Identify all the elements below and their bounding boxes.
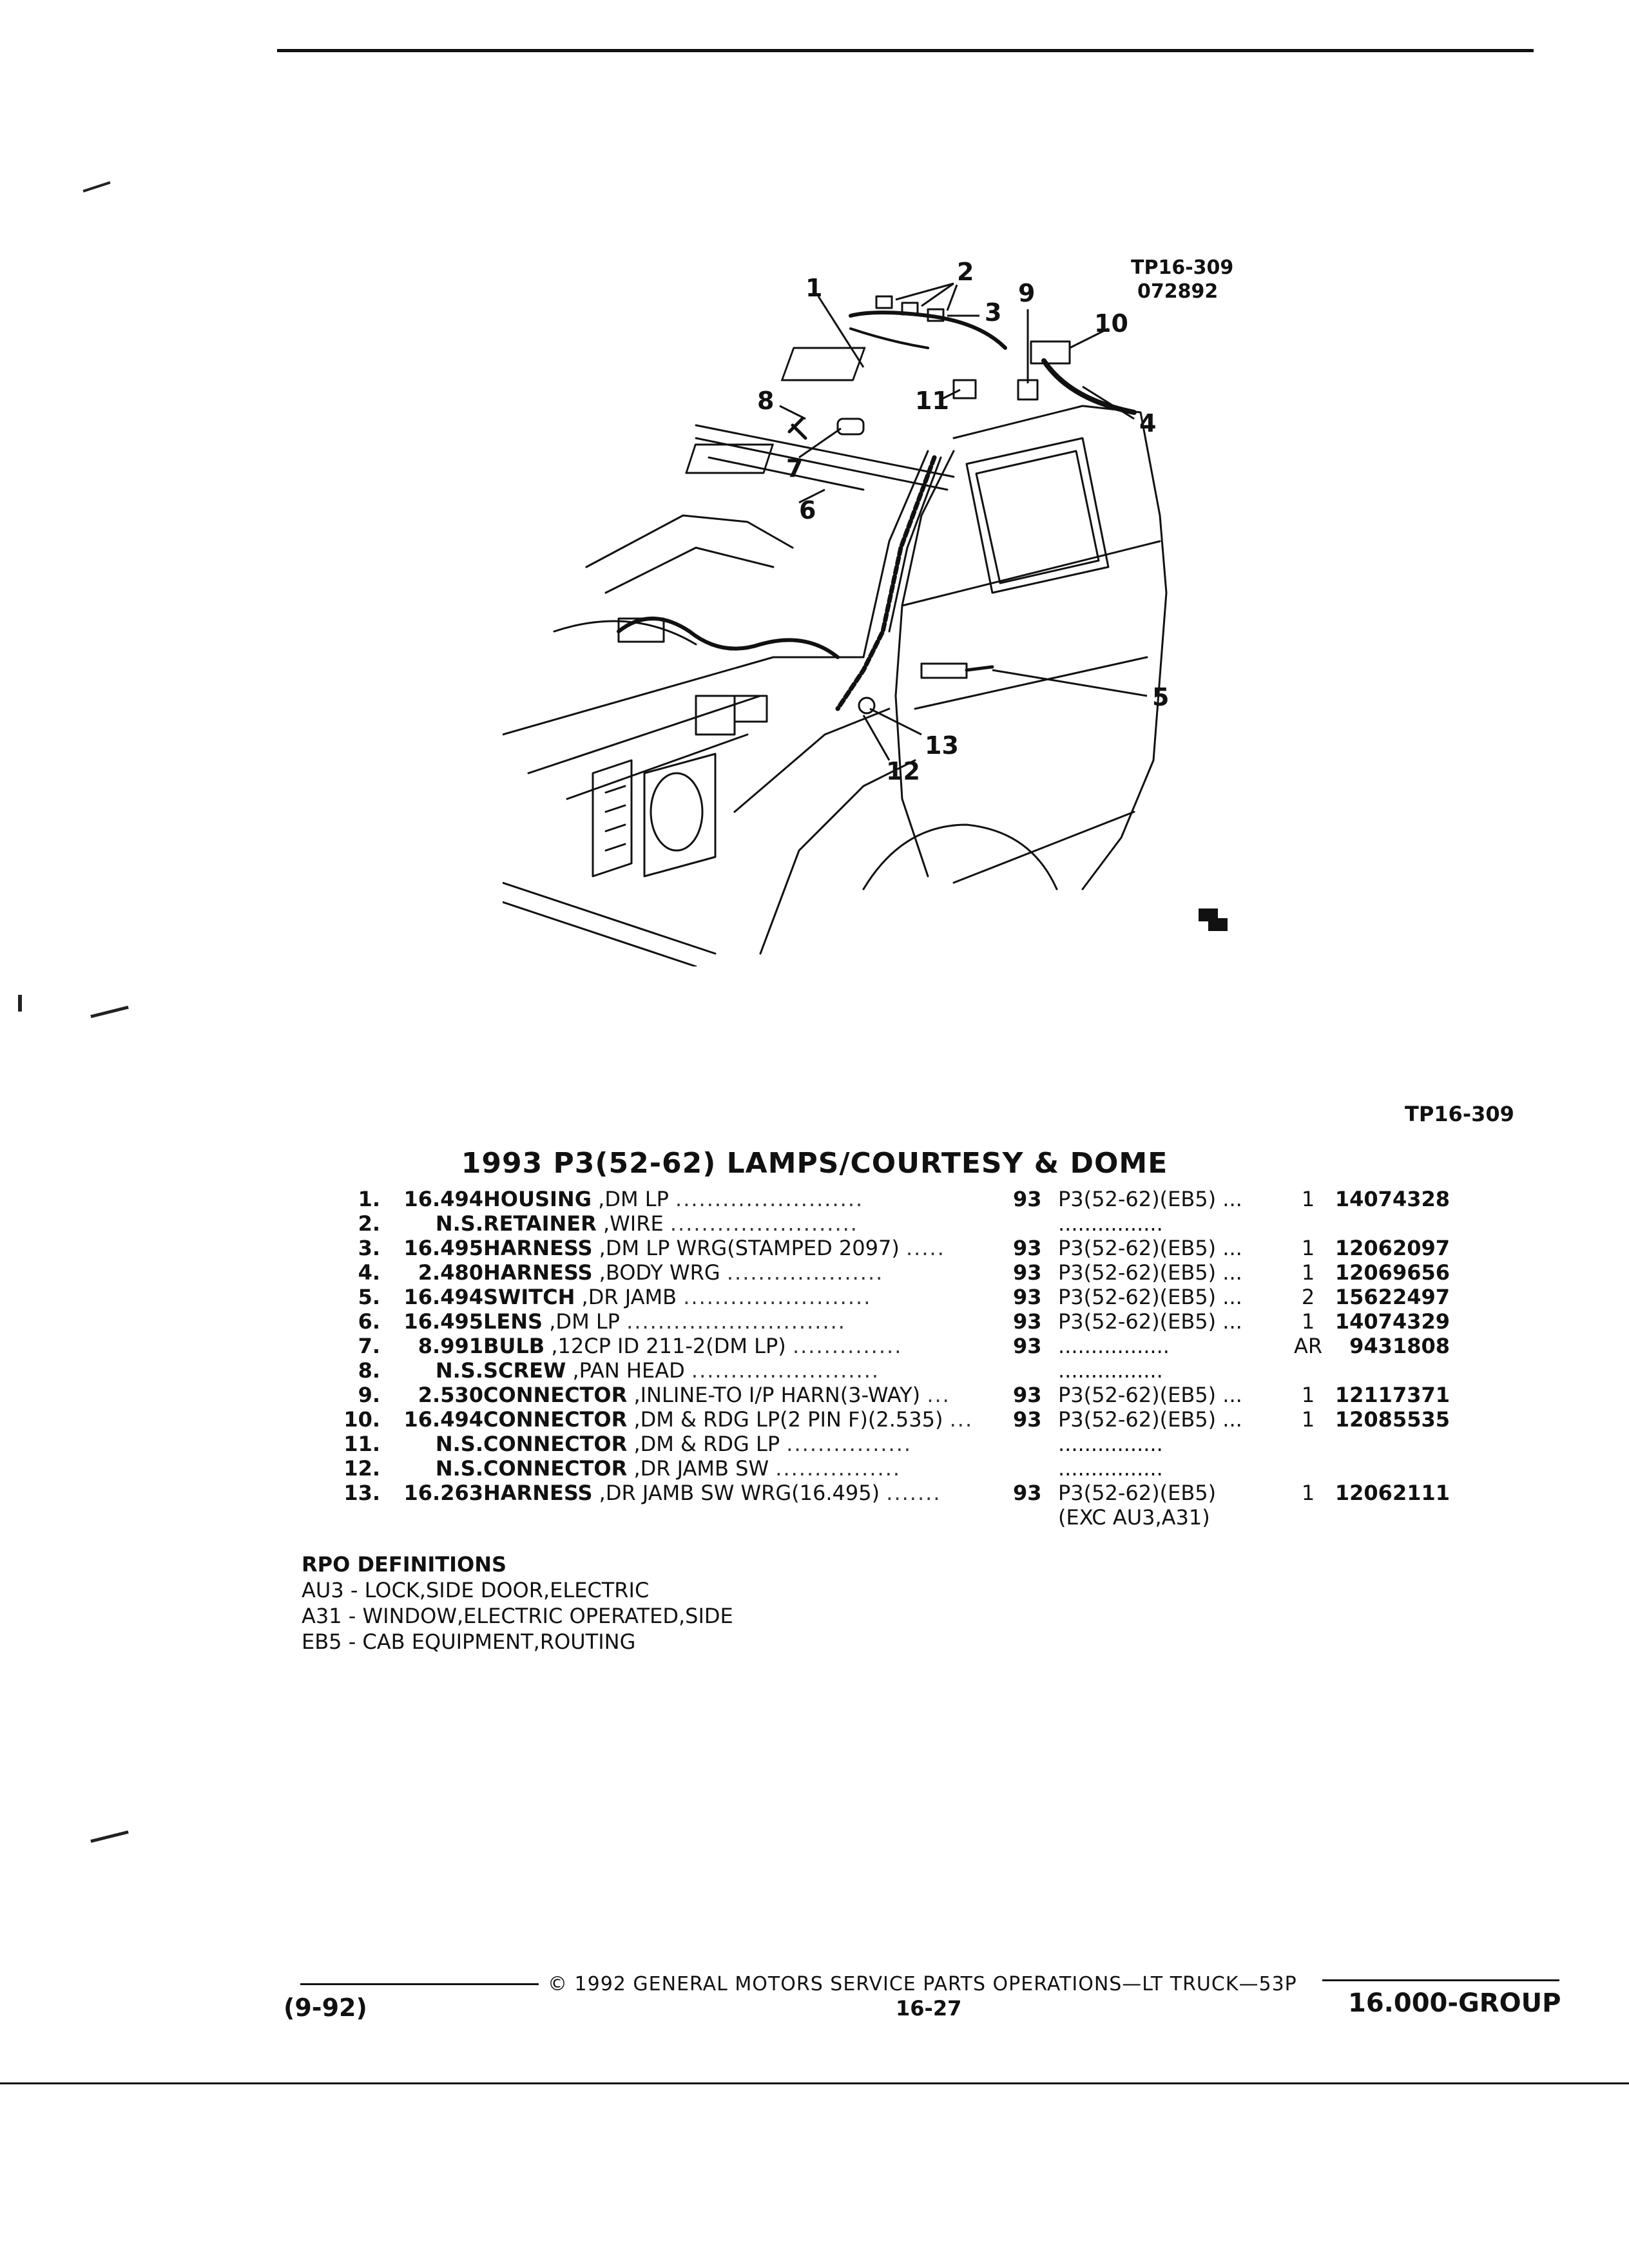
model-dots: .................	[1058, 1334, 1170, 1358]
switch-5-plunger	[967, 667, 992, 670]
model-dots: ...	[1222, 1260, 1242, 1285]
header-rule	[277, 49, 1534, 52]
group-number: 16.494	[403, 1407, 483, 1432]
year	[1013, 1211, 1058, 1236]
table-row	[335, 1211, 1450, 1236]
leader-2	[896, 284, 954, 300]
item-number: 3.	[358, 1236, 380, 1260]
model-dots: ...	[1222, 1407, 1242, 1432]
leader-dots: ..............	[792, 1334, 903, 1358]
connector-11	[954, 380, 976, 398]
leader-dots: ................	[786, 1432, 912, 1456]
part-detail: ,DM & RDG LP(2 PIN F)(2.535)	[633, 1407, 943, 1432]
model	[1058, 1456, 1289, 1481]
model-code: P3(52-62)(EB5)	[1058, 1383, 1217, 1407]
rpo-line: AU3 - LOCK,SIDE DOOR,ELECTRIC	[302, 1578, 650, 1602]
part-name: HARNESS	[483, 1236, 593, 1260]
callout-8: 8	[757, 387, 775, 415]
model-code: P3(52-62)(EB5)	[1058, 1236, 1217, 1260]
page-title: 1993 P3(52-62) LAMPS/COURTESY & DOME	[461, 1147, 1168, 1180]
year	[1013, 1358, 1058, 1383]
copyright: © 1992 GENERAL MOTORS SERVICE PARTS OPERATIONS—LT TRUCK—53P	[548, 1973, 1297, 1995]
quantity: 1	[1301, 1481, 1315, 1505]
part-name: BULB	[483, 1334, 545, 1358]
model-code: P3(52-62)(EB5)	[1058, 1309, 1217, 1334]
leader-4	[1083, 387, 1134, 419]
group-number: 2.480	[418, 1260, 483, 1285]
leader-dots: .......	[886, 1481, 941, 1505]
year	[1013, 1432, 1058, 1456]
group-number: 16.263	[403, 1481, 483, 1505]
model	[1058, 1309, 1289, 1334]
description	[483, 1432, 1013, 1456]
scan-mark	[82, 181, 110, 192]
year	[1013, 1456, 1058, 1481]
item-number: 12.	[343, 1456, 380, 1481]
model-dots: ................	[1058, 1211, 1163, 1236]
hood-line	[503, 657, 863, 735]
headlamp-bezel	[644, 754, 715, 876]
model-dots: ...	[1222, 1187, 1242, 1211]
description	[483, 1260, 1013, 1285]
ip-harness	[619, 619, 838, 657]
quantity	[1289, 1211, 1327, 1236]
leader-8	[780, 406, 805, 419]
model	[1058, 1211, 1289, 1236]
dash-curve	[606, 548, 773, 593]
model	[1058, 1432, 1289, 1456]
item-number: 9.	[358, 1383, 380, 1407]
part-number: 9431808	[1349, 1334, 1450, 1358]
part-detail: ,DR JAMB SW WRG(16.495)	[599, 1481, 880, 1505]
harness-13	[838, 457, 934, 709]
rpo-line: A31 - WINDOW,ELECTRIC OPERATED,SIDE	[302, 1604, 733, 1628]
roof-line	[696, 438, 947, 490]
table-row	[335, 1407, 1450, 1432]
quantity: 1	[1301, 1187, 1315, 1211]
a-pillar	[863, 451, 928, 657]
hood-line	[567, 735, 747, 799]
dome-housing	[782, 348, 865, 380]
year: 93	[1013, 1260, 1042, 1285]
description	[483, 1211, 1013, 1236]
plate-date: 072892	[1137, 280, 1219, 303]
door-line	[915, 657, 1147, 709]
part-name: CONNECTOR	[483, 1432, 628, 1456]
callout-9: 9	[1018, 279, 1036, 307]
part-name: CONNECTOR	[483, 1407, 628, 1432]
footer-bottom-rule	[0, 2082, 1629, 2084]
part-detail: ,DM LP WRG(STAMPED 2097)	[599, 1236, 900, 1260]
year: 93	[1013, 1481, 1042, 1505]
item-number: 1.	[358, 1187, 380, 1211]
part-detail: ,DM LP	[598, 1187, 669, 1211]
year: 93	[1013, 1383, 1042, 1407]
part-detail: ,DM & RDG LP	[633, 1432, 780, 1456]
part-detail: ,BODY WRG	[599, 1260, 720, 1285]
part-detail: ,INLINE-TO I/P HARN(3-WAY)	[633, 1383, 921, 1407]
retainer-clip	[876, 296, 892, 308]
scan-mark	[90, 1831, 128, 1843]
quantity	[1289, 1456, 1327, 1481]
harness-4	[1044, 361, 1134, 412]
quantity: 1	[1301, 1236, 1315, 1260]
model	[1058, 1383, 1289, 1407]
connector-10	[1031, 341, 1070, 363]
table-row	[335, 1334, 1450, 1358]
plate-id: TP16-309	[1131, 256, 1234, 279]
door-window-inner	[976, 451, 1099, 583]
quantity	[1289, 1358, 1327, 1383]
model-dots: ...	[1222, 1383, 1242, 1407]
leader-dots: ........................	[691, 1358, 880, 1383]
callout-12: 12	[886, 757, 920, 785]
part-number: 12069656	[1335, 1260, 1450, 1285]
description	[483, 1456, 1013, 1481]
plate-label: TP16-309	[1405, 1102, 1514, 1126]
scan-mark	[18, 995, 22, 1012]
dash-curve	[586, 515, 793, 567]
switch-5	[921, 664, 967, 678]
model	[1058, 1481, 1289, 1530]
group-number: 16.495	[403, 1309, 483, 1334]
model	[1058, 1407, 1289, 1432]
description	[483, 1407, 1013, 1432]
cab-outline	[954, 406, 1166, 889]
callout-7: 7	[786, 454, 804, 483]
leader-dots: ........................	[683, 1285, 872, 1309]
callout-11: 11	[915, 387, 949, 415]
door-line	[902, 541, 1160, 606]
bumper-line	[503, 902, 696, 966]
leader-12	[863, 715, 889, 760]
model-dots: ................	[1058, 1432, 1163, 1456]
year: 93	[1013, 1236, 1042, 1260]
scan-mark	[90, 1006, 128, 1018]
table-row	[335, 1285, 1450, 1309]
item-number: 10.	[343, 1407, 380, 1432]
leader-dots: ...	[927, 1383, 950, 1407]
quantity: AR	[1293, 1334, 1323, 1358]
model	[1058, 1236, 1289, 1260]
connector-12	[859, 698, 874, 713]
part-name: HARNESS	[483, 1481, 593, 1505]
leader-dots: ....................	[726, 1260, 884, 1285]
model-dots: ................	[1058, 1358, 1163, 1383]
roof-line	[696, 425, 954, 477]
door-line	[954, 812, 1134, 883]
item-number: 13.	[343, 1481, 380, 1505]
model	[1058, 1285, 1289, 1309]
model	[1058, 1260, 1289, 1285]
rpo-definitions	[302, 1552, 733, 1655]
group-number: N.S.	[435, 1358, 483, 1383]
year: 93	[1013, 1407, 1042, 1432]
model	[1058, 1187, 1289, 1211]
callout-4: 4	[1139, 409, 1157, 437]
model	[1058, 1334, 1289, 1358]
description	[483, 1481, 1013, 1530]
part-name: HOUSING	[483, 1187, 592, 1211]
group-number: 16.495	[403, 1236, 483, 1260]
table-row	[335, 1358, 1450, 1383]
part-detail: ,PAN HEAD	[572, 1358, 685, 1383]
bumper-line	[503, 883, 715, 954]
description	[483, 1358, 1013, 1383]
part-number: 12062097	[1335, 1236, 1450, 1260]
group-number: 8.991	[418, 1334, 483, 1358]
group-number: 16.494	[403, 1187, 483, 1211]
description	[483, 1383, 1013, 1407]
part-name: SCREW	[483, 1358, 566, 1383]
model-dots: ...	[1222, 1236, 1242, 1260]
description	[483, 1236, 1013, 1260]
description	[483, 1334, 1013, 1358]
year: 93	[1013, 1285, 1042, 1309]
rpo-line: EB5 - CAB EQUIPMENT,ROUTING	[302, 1629, 636, 1654]
item-number: 8.	[358, 1358, 380, 1383]
leader-13	[870, 709, 921, 735]
model-code: P3(52-62)(EB5)	[1058, 1481, 1217, 1505]
callout-2: 2	[957, 258, 974, 286]
callout-5: 5	[1152, 683, 1170, 711]
table-row	[335, 1260, 1450, 1285]
part-name: CONNECTOR	[483, 1383, 628, 1407]
description	[483, 1187, 1013, 1211]
quantity: 1	[1301, 1260, 1315, 1285]
part-number: 12062111	[1335, 1481, 1450, 1505]
fender-line	[735, 709, 889, 812]
bulb	[838, 419, 863, 434]
quantity: 1	[1301, 1309, 1315, 1334]
table-row	[335, 1383, 1450, 1407]
part-number	[1327, 1456, 1450, 1481]
part-detail: ,DR JAMB	[581, 1285, 677, 1309]
model-dots: ...	[1222, 1309, 1242, 1334]
table-row	[335, 1309, 1450, 1334]
model-code: P3(52-62)(EB5)	[1058, 1260, 1217, 1285]
part-number: 15622497	[1335, 1285, 1450, 1309]
quantity: 1	[1301, 1407, 1315, 1432]
description	[483, 1309, 1013, 1334]
footer-rule-right	[1322, 1979, 1559, 1981]
table-row	[335, 1481, 1450, 1530]
leader-dots: ........................	[675, 1187, 864, 1211]
quantity	[1289, 1432, 1327, 1456]
part-number	[1327, 1211, 1450, 1236]
part-detail: ,DR JAMB SW	[633, 1456, 769, 1481]
part-name: LENS	[483, 1309, 543, 1334]
leader-dots: ................	[775, 1456, 901, 1481]
part-number: 12117371	[1335, 1383, 1450, 1407]
year: 93	[1013, 1309, 1042, 1334]
footer-rule-left	[300, 1983, 539, 1985]
year: 93	[1013, 1334, 1042, 1358]
group-number: 2.530	[418, 1383, 483, 1407]
part-name: HARNESS	[483, 1260, 593, 1285]
group-number: 16.000-GROUP	[1348, 1988, 1561, 2018]
part-detail: ,12CP ID 211-2(DM LP)	[551, 1334, 786, 1358]
page-number: 16-27	[896, 1996, 962, 2021]
parts-illustration	[503, 245, 1340, 966]
leader-2c	[947, 285, 957, 311]
part-name: SWITCH	[483, 1285, 575, 1309]
leader-dots: ...	[949, 1407, 974, 1432]
group-number: N.S.	[435, 1211, 483, 1236]
logo-mark	[1199, 908, 1228, 931]
table-row	[335, 1187, 1450, 1211]
grille	[606, 786, 625, 850]
group-number: N.S.	[435, 1456, 483, 1481]
leader-dots: .....	[906, 1236, 945, 1260]
item-number: 7.	[358, 1334, 380, 1358]
model-dots: ...	[1222, 1285, 1242, 1309]
door-window	[967, 438, 1108, 593]
callout-10: 10	[1094, 309, 1128, 338]
quantity: 2	[1301, 1285, 1315, 1309]
fender-line	[760, 760, 915, 954]
parts-table	[335, 1187, 1450, 1530]
leader-2b	[921, 284, 954, 306]
callout-13: 13	[925, 731, 959, 760]
part-detail: ,DM LP	[549, 1309, 620, 1334]
item-number: 5.	[358, 1285, 380, 1309]
part-name: CONNECTOR	[483, 1456, 628, 1481]
part-number	[1327, 1432, 1450, 1456]
model-code: P3(52-62)(EB5)	[1058, 1407, 1217, 1432]
year: 93	[1013, 1187, 1042, 1211]
group-number: 16.494	[403, 1285, 483, 1309]
callout-3: 3	[985, 298, 1002, 327]
model	[1058, 1358, 1289, 1383]
rpo-heading: RPO DEFINITIONS	[302, 1552, 507, 1577]
leader-dots: ............................	[626, 1309, 846, 1334]
callout-6: 6	[799, 496, 816, 524]
revision-date: (9-92)	[284, 1994, 367, 2022]
part-detail: ,WIRE	[602, 1211, 664, 1236]
part-number	[1327, 1358, 1450, 1383]
parts-illustration-svg	[503, 245, 1340, 966]
dome-wire	[851, 329, 928, 348]
leader-dots: ........................	[670, 1211, 858, 1236]
table-row	[335, 1456, 1450, 1481]
model-note: (EXC AU3,A31)	[1058, 1505, 1210, 1530]
table-row	[335, 1236, 1450, 1260]
item-number: 6.	[358, 1309, 380, 1334]
part-number: 14074329	[1335, 1309, 1450, 1334]
group-number: N.S.	[435, 1432, 483, 1456]
part-number: 14074328	[1335, 1187, 1450, 1211]
item-number: 2.	[358, 1211, 380, 1236]
model-code: P3(52-62)(EB5)	[1058, 1285, 1217, 1309]
quantity: 1	[1301, 1383, 1315, 1407]
item-number: 11.	[343, 1432, 380, 1456]
model-dots: ................	[1058, 1456, 1163, 1481]
screw	[789, 419, 805, 438]
description	[483, 1285, 1013, 1309]
headlamp	[651, 773, 702, 850]
model-code: P3(52-62)(EB5)	[1058, 1187, 1217, 1211]
callout-1: 1	[805, 274, 823, 302]
part-name: RETAINER	[483, 1211, 597, 1236]
table-row	[335, 1432, 1450, 1456]
item-number: 4.	[358, 1260, 380, 1285]
part-number: 12085535	[1335, 1407, 1450, 1432]
